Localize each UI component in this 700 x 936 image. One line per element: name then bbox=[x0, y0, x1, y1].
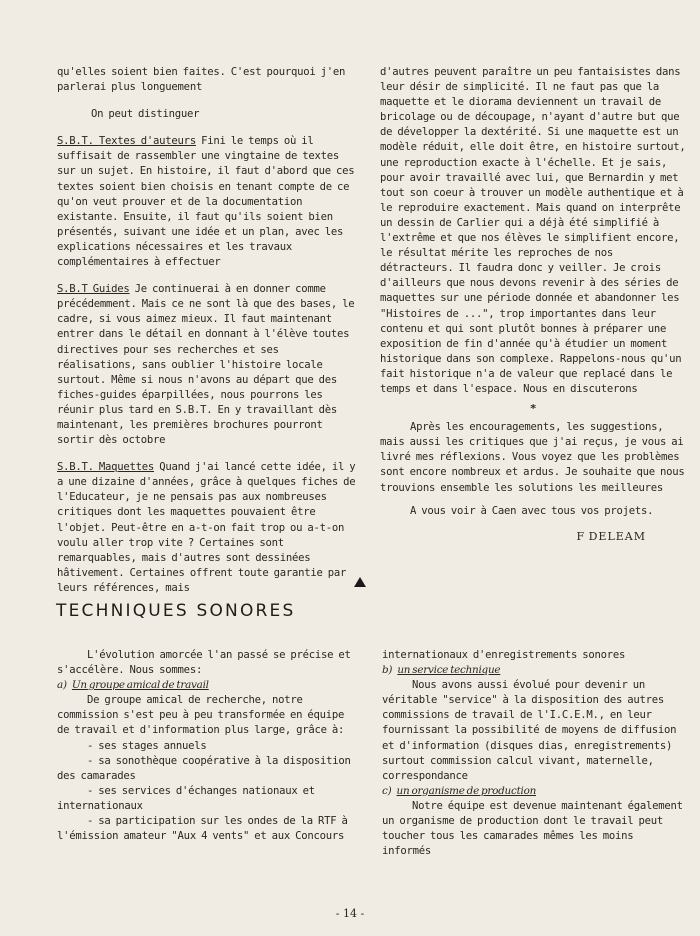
subheading-c: c) un organisme de production bbox=[382, 784, 537, 797]
top-left-column bbox=[57, 65, 357, 596]
paragraph: Après les encouragements, les suggestions, mais aussi les critiques que j'ai reçus, je vous ai livré mes réflexions. Vous voyez que les problèmes sont encore nombreux et ardus. Je souhaite que nous trouvions ensemble les solutions les meilleures bbox=[380, 421, 685, 494]
paragraph: Notre équipe est devenue maintenant également un organisme de production dont le travail peut toucher tous les camarades mêmes les moins informés bbox=[382, 799, 683, 858]
section-title: TECHNIQUES SONORES bbox=[56, 601, 296, 621]
section-heading-maquettes: S.B.T. Maquettes bbox=[57, 461, 155, 474]
section-heading-guides: S.B.T Guides bbox=[57, 283, 130, 296]
subheading-b: b) un service technique bbox=[382, 664, 501, 677]
author-signature: F DELEAM bbox=[576, 529, 646, 543]
asterisk-separator: * bbox=[529, 402, 537, 416]
top-right-column bbox=[380, 65, 686, 544]
triangle-ornament-icon bbox=[354, 577, 366, 587]
paragraph: De groupe amical de recherche, notre commission s'est peu à peu transformée en équipe de travail et d'information plus large, grâce à: bbox=[57, 694, 345, 737]
paragraph: internationaux d'enregistrements sonores bbox=[382, 649, 626, 661]
paragraph: On peut distinguer bbox=[91, 108, 200, 121]
paragraph-maquettes: S.B.T. Maquettes Quand j'ai lancé cette idée, il y a une dizaine d'années, grâce à quelques fiches de l'Educateur, je ne pensais pas aux nombreuses critiques dont les maquettes pouvaient être l'objet. Peut-être en a-t-on fait trop ou a-t-on voulu aller trop vite ? Certaines sont remarquables, mais d'autres sont dessinées hâtivement. Certaines offrent toute garantie par leurs références, mais bbox=[57, 461, 356, 594]
list-item: - ses services d'échanges nationaux et internationaux bbox=[57, 784, 315, 812]
bottom-left-column bbox=[57, 648, 357, 844]
section-heading-textes: S.B.T. Textes d'auteurs bbox=[57, 135, 196, 148]
paragraph: d'autres peuvent paraître un peu fantaisistes dans leur désir de simplicité. Il ne faut pas que la maquette et le diorama deviennent un travail de bricolage ou de découpage, n'ayant d'autre but que de développer la dextérité. Si une maquette est un modèle réduit, elle doit être, en histoire surtout, une reproduction exacte à l'échelle. Et je sais, pour avoir travaillé avec lui, que Bernardin y met tout son coeur à trouver un modèle authentique et à le reproduire exactement. Mais quand on interprête un dessin de Carlier qui a déjà été simplifié à l'extrême et que nos élèves le simplifient encore, le résultat mérite les reproches de nos détracteurs. Il faudra donc y veiller. Je crois d'ailleurs que nous devons revenir à des séries de maquettes sur une période donnée et abandonner les "Histoires de ...", trop importantes dans leur contenu et qui sont plutôt bonnes à préparer une exposition de fin d'année qu'à étudier un moment historique dans son complexe. Rappelons-nous qu'un fait historique n'a de valeur que replacé dans le temps et dans l'espace. Nous en discuterons bbox=[380, 66, 686, 395]
paragraph-guides: S.B.T Guides Je continuerai à en donner comme précédemment. Mais ce ne sont là que des bases, le cadre, si vous aimez mieux. Il faut maintenant entrer dans le détail en donnant à l'élève toutes directives pour ses recherches et ses réalisations, sans oublier l'histoire locale surtout. Même si nous n'avons au départ que des fiches-guides éparpillées, nous pourrons les réunir plus tard en S.B.T. En y travaillant dès maintenant, les premières brochures pourront sortir dès octobre bbox=[57, 283, 355, 447]
paragraph: Nous avons aussi évolué pour devenir un véritable "service" à la disposition des autres commissions de travail de l'I.C.E.M., en leur fournissant la possibilité de moyens de diffusion et d'information (disques dias, enregistrements) surtout commission calcul vivant, maternelle, correspondance bbox=[382, 679, 677, 782]
paragraph-intro: L'évolution amorcée l'an passé se précise et s'accélère. Nous sommes: bbox=[57, 649, 351, 677]
subheading-a: a) Un groupe amical de travail bbox=[57, 679, 209, 692]
paragraph: A vous voir à Caen avec tous vos projets. bbox=[410, 504, 654, 517]
list-item: - sa sonothèque coopérative à la disposition des camarades bbox=[57, 754, 351, 782]
list-item: - ses stages annuels bbox=[87, 739, 207, 752]
page-number: - 14 - bbox=[335, 907, 365, 920]
paragraph: qu'elles soient bien faites. C'est pourquoi j'en parlerai plus longuement bbox=[57, 66, 346, 94]
list-item: - sa participation sur les ondes de la RTF à l'émission amateur "Aux 4 vents" et aux Concours bbox=[57, 815, 348, 843]
paragraph-textes-auteurs: S.B.T. Textes d'auteurs Fini le temps où il suffisait de rassembler une vingtaine de textes sur un sujet. En histoire, il faut d'abord que ces textes soient bien choisis en tenant compte de ce qu'on veut prouver et de la documentation existante. Ensuite, il faut qu'ils soient bien présentés, suivant une idée et un plan, avec les explications nécessaires et les travaux complémentaires à effectuer bbox=[57, 135, 355, 269]
bottom-right-column bbox=[382, 648, 686, 859]
